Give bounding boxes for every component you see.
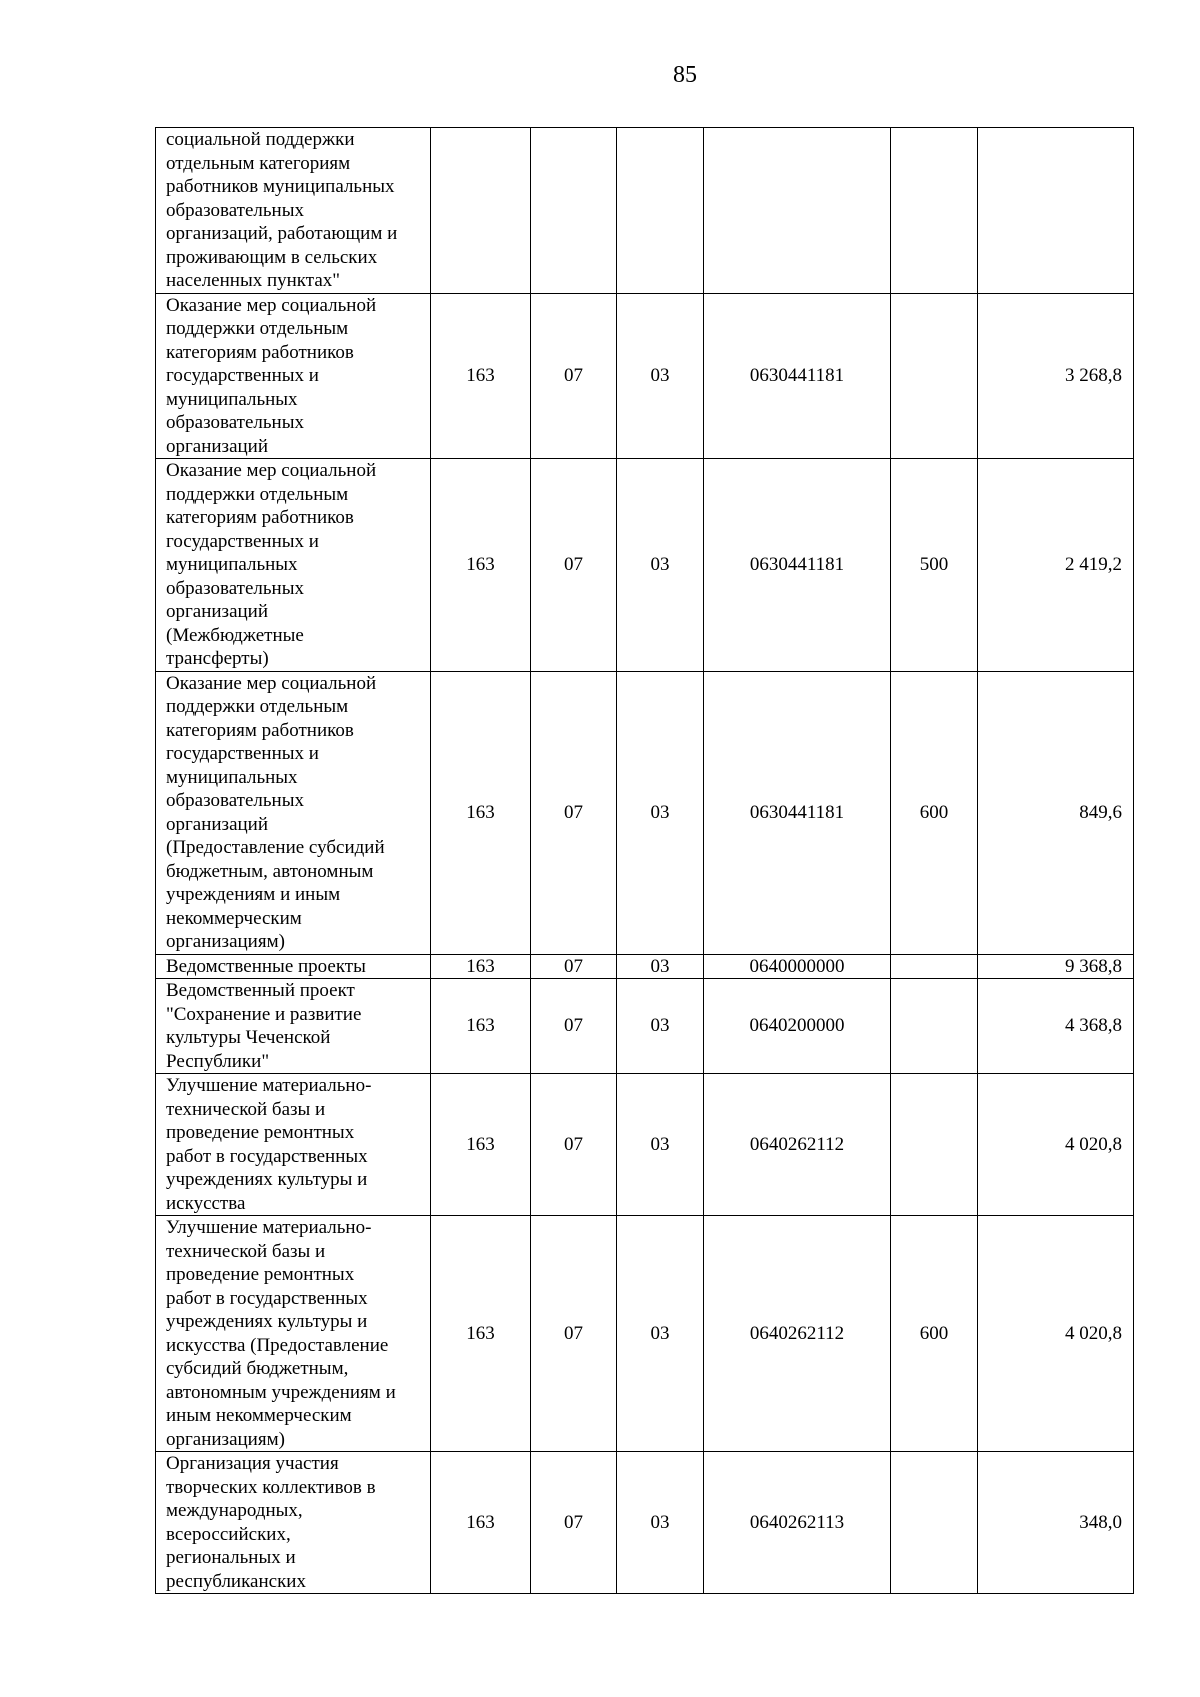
amount-cell: 4 368,8 — [978, 979, 1134, 1074]
section-code-cell: 07 — [531, 459, 617, 672]
amount-cell: 4 020,8 — [978, 1074, 1134, 1216]
table-row — [156, 1216, 1134, 1452]
expense-type-cell — [891, 128, 978, 294]
section-code-cell: 07 — [531, 954, 617, 979]
amount-cell: 849,6 — [978, 671, 1134, 954]
amount-cell: 9 368,8 — [978, 954, 1134, 979]
target-article-cell — [704, 128, 891, 294]
expense-type-cell — [891, 979, 978, 1074]
amount-cell: 4 020,8 — [978, 1216, 1134, 1452]
target-article-cell: 0630441181 — [704, 671, 891, 954]
target-article-cell: 0640262112 — [704, 1074, 891, 1216]
target-article-cell: 0640262113 — [704, 1452, 891, 1594]
row-name-cell: Ведомственные проекты — [156, 954, 431, 979]
ministry-code-cell: 163 — [431, 459, 531, 672]
row-name-cell: Оказание мер социальной поддержки отдельным категориям работников государственных и муниципальных образовательных организаций (Предоставление субсидий бюджетным, автономным учреждениям и иным некоммерческим организациям) — [156, 671, 431, 954]
section-code-cell — [531, 128, 617, 294]
subsection-code-cell: 03 — [617, 1452, 704, 1594]
table-row — [156, 954, 1134, 979]
row-name-cell: Оказание мер социальной поддержки отдельным категориям работников государственных и муниципальных образовательных организаций — [156, 293, 431, 459]
table-row — [156, 671, 1134, 954]
ministry-code-cell: 163 — [431, 1074, 531, 1216]
section-code-cell: 07 — [531, 293, 617, 459]
section-code-cell: 07 — [531, 1452, 617, 1594]
target-article-cell: 0630441181 — [704, 293, 891, 459]
table-row — [156, 293, 1134, 459]
amount-cell: 3 268,8 — [978, 293, 1134, 459]
table-row — [156, 1452, 1134, 1594]
target-article-cell: 0640000000 — [704, 954, 891, 979]
ministry-code-cell: 163 — [431, 954, 531, 979]
expense-type-cell — [891, 1452, 978, 1594]
amount-cell: 348,0 — [978, 1452, 1134, 1594]
row-name-cell: Оказание мер социальной поддержки отдельным категориям работников государственных и муниципальных образовательных организаций (Межбюджетные трансферты) — [156, 459, 431, 672]
section-code-cell: 07 — [531, 671, 617, 954]
expense-type-cell: 500 — [891, 459, 978, 672]
table-row — [156, 979, 1134, 1074]
budget-table — [155, 127, 1134, 1594]
row-name-cell: социальной поддержки отдельным категориям работников муниципальных образовательных организаций, работающим и проживающим в сельских населенных пунктах" — [156, 128, 431, 294]
subsection-code-cell: 03 — [617, 979, 704, 1074]
section-code-cell: 07 — [531, 979, 617, 1074]
ministry-code-cell: 163 — [431, 671, 531, 954]
ministry-code-cell: 163 — [431, 1216, 531, 1452]
target-article-cell: 0640200000 — [704, 979, 891, 1074]
target-article-cell: 0630441181 — [704, 459, 891, 672]
table-row — [156, 1074, 1134, 1216]
ministry-code-cell: 163 — [431, 293, 531, 459]
page-number: 85 — [673, 62, 697, 88]
section-code-cell: 07 — [531, 1216, 617, 1452]
ministry-code-cell: 163 — [431, 1452, 531, 1594]
expense-type-cell: 600 — [891, 671, 978, 954]
subsection-code-cell: 03 — [617, 954, 704, 979]
target-article-cell: 0640262112 — [704, 1216, 891, 1452]
subsection-code-cell — [617, 128, 704, 294]
ministry-code-cell: 163 — [431, 979, 531, 1074]
table-row — [156, 459, 1134, 672]
row-name-cell: Улучшение материально- технической базы и проведение ремонтных работ в государственных учреждениях культуры и искусства — [156, 1074, 431, 1216]
subsection-code-cell: 03 — [617, 1074, 704, 1216]
expense-type-cell — [891, 293, 978, 459]
amount-cell: 2 419,2 — [978, 459, 1134, 672]
subsection-code-cell: 03 — [617, 293, 704, 459]
section-code-cell: 07 — [531, 1074, 617, 1216]
subsection-code-cell: 03 — [617, 671, 704, 954]
row-name-cell: Улучшение материально- технической базы и проведение ремонтных работ в государственных учреждениях культуры и искусства (Предоставление субсидий бюджетным, автономным учреждениям и иным некоммерческим организациям) — [156, 1216, 431, 1452]
expense-type-cell — [891, 1074, 978, 1216]
row-name-cell: Ведомственный проект "Сохранение и развитие культуры Чеченской Республики" — [156, 979, 431, 1074]
table-row — [156, 128, 1134, 294]
expense-type-cell: 600 — [891, 1216, 978, 1452]
expense-type-cell — [891, 954, 978, 979]
subsection-code-cell: 03 — [617, 1216, 704, 1452]
row-name-cell: Организация участия творческих коллективов в международных, всероссийских, региональных и республиканских — [156, 1452, 431, 1594]
subsection-code-cell: 03 — [617, 459, 704, 672]
amount-cell — [978, 128, 1134, 294]
ministry-code-cell — [431, 128, 531, 294]
